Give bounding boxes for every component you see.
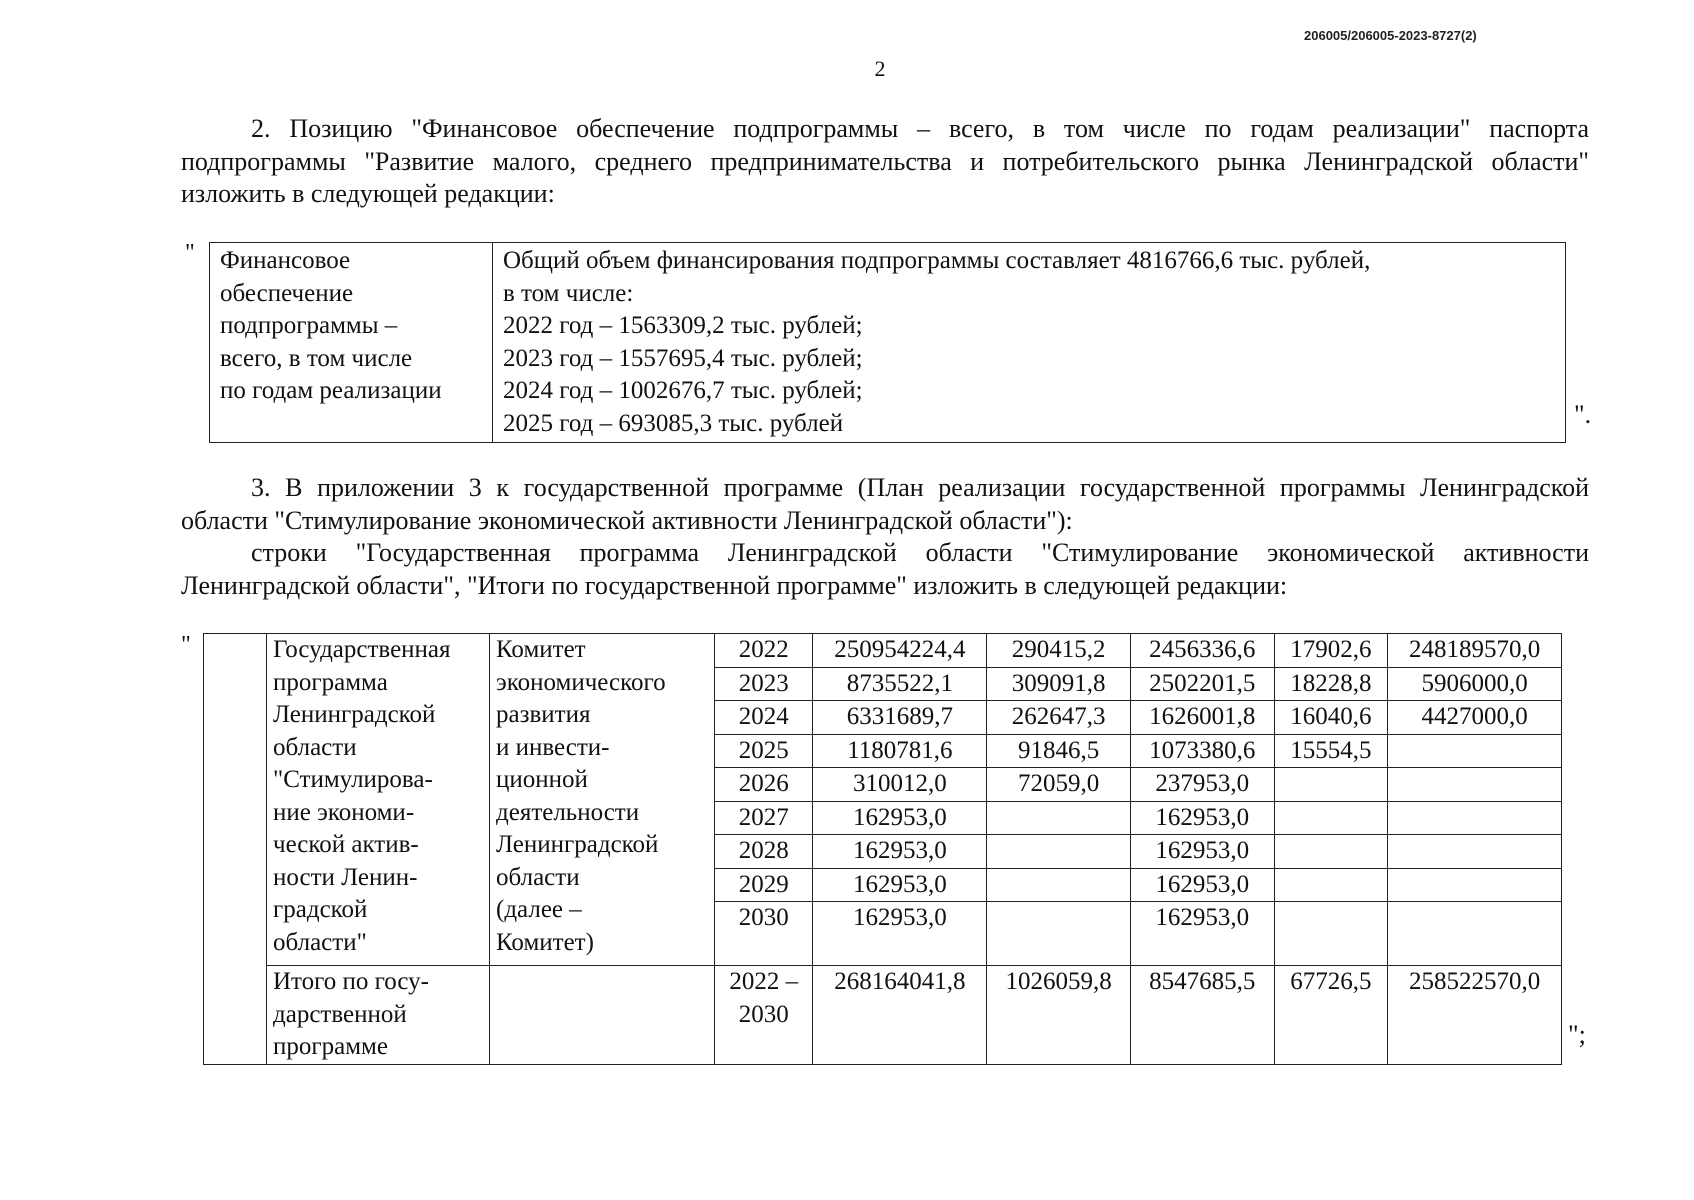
local-cell: 17902,6	[1274, 634, 1388, 668]
other-cell	[1388, 868, 1562, 902]
other-cell: 248189570,0	[1388, 634, 1562, 668]
total-cell: 1180781,6	[813, 734, 987, 768]
blank-cell	[204, 634, 267, 1065]
year-cell: 2026	[715, 768, 813, 802]
regional-cell: 237953,0	[1130, 768, 1274, 802]
totals-local-cell: 67726,5	[1274, 966, 1388, 1065]
year-cell: 2024	[715, 701, 813, 735]
year-cell: 2030	[715, 902, 813, 966]
year-cell: 2029	[715, 868, 813, 902]
regional-cell: 2456336,6	[1130, 634, 1274, 668]
federal-cell: 91846,5	[987, 734, 1131, 768]
federal-cell: 290415,2	[987, 634, 1131, 668]
year-cell: 2027	[715, 801, 813, 835]
total-cell: 250954224,4	[813, 634, 987, 668]
total-cell: 162953,0	[813, 902, 987, 966]
other-cell: 4427000,0	[1388, 701, 1562, 735]
regional-cell: 162953,0	[1130, 801, 1274, 835]
federal-cell	[987, 835, 1131, 869]
other-cell	[1388, 801, 1562, 835]
federal-cell: 72059,0	[987, 768, 1131, 802]
other-cell	[1388, 902, 1562, 966]
totals-label-cell: Итого по госу- дарственной программе	[267, 966, 490, 1065]
total-cell: 162953,0	[813, 801, 987, 835]
regional-cell: 162953,0	[1130, 868, 1274, 902]
totals-row	[204, 966, 1562, 1065]
table1-close-quote: ".	[1574, 400, 1592, 429]
total-cell: 8735522,1	[813, 667, 987, 701]
federal-cell	[987, 902, 1131, 966]
paragraph-3-text: 3. В приложении 3 к государственной программе (План реализации государственной программы Ленинградской области "Стимулирование экономической активности Ленинградской области"):	[181, 473, 1589, 535]
local-cell: 15554,5	[1274, 734, 1388, 768]
table2-close-quote: ";	[1568, 1020, 1586, 1049]
local-cell	[1274, 868, 1388, 902]
program-plan-table-body	[204, 634, 1562, 1065]
totals-regional-cell: 8547685,5	[1130, 966, 1274, 1065]
document-id: 206005/206005-2023-8727(2)	[1304, 28, 1477, 43]
federal-cell	[987, 801, 1131, 835]
federal-cell: 262647,3	[987, 701, 1131, 735]
total-cell: 310012,0	[813, 768, 987, 802]
local-cell	[1274, 768, 1388, 802]
other-cell	[1388, 734, 1562, 768]
regional-cell: 1626001,8	[1130, 701, 1274, 735]
financing-label: Финансовое обеспечение подпрограммы – всего, в том числе по годам реализации	[210, 243, 493, 443]
page-number: 2	[874, 56, 886, 81]
financing-table	[209, 242, 1566, 443]
year-cell: 2025	[715, 734, 813, 768]
paragraph-2-text: 2. Позицию "Финансовое обеспечение подпрограммы – всего, в том числе по годам реализации" паспорта подпрограммы "Развитие малого, среднего предпринимательства и потребительского рынка Ленинградской области" изложить в следующей редакции:	[181, 114, 1589, 208]
regional-cell: 1073380,6	[1130, 734, 1274, 768]
federal-cell	[987, 868, 1131, 902]
totals-org-empty-cell	[490, 966, 715, 1065]
program-plan-table	[203, 633, 1562, 1065]
other-cell	[1388, 835, 1562, 869]
regional-cell: 2502201,5	[1130, 667, 1274, 701]
paragraph-3b-text: строки "Государственная программа Ленинградской области "Стимулирование экономической активности Ленинградской области", "Итоги по государственной программе" изложить в следующей редакции:	[181, 538, 1589, 600]
regional-cell: 162953,0	[1130, 835, 1274, 869]
program-name-cell: Государственная программа Ленинградской области "Стимулирова- ние экономи- ческой актив- ности Ленин- градской области"	[267, 634, 490, 966]
total-cell: 6331689,7	[813, 701, 987, 735]
paragraph-3b	[181, 537, 1589, 602]
local-cell	[1274, 902, 1388, 966]
table1-open-quote: "	[185, 240, 195, 266]
totals-total-cell: 268164041,8	[813, 966, 987, 1065]
table2-open-quote: "	[181, 632, 191, 658]
total-cell: 162953,0	[813, 868, 987, 902]
local-cell	[1274, 835, 1388, 869]
other-cell	[1388, 768, 1562, 802]
table-row	[204, 634, 1562, 668]
totals-period-cell: 2022 – 2030	[715, 966, 813, 1065]
local-cell: 18228,8	[1274, 667, 1388, 701]
totals-federal-cell: 1026059,8	[987, 966, 1131, 1065]
local-cell	[1274, 801, 1388, 835]
local-cell: 16040,6	[1274, 701, 1388, 735]
financing-content: Общий объем финансирования подпрограммы составляет 4816766,6 тыс. рублей, в том числе: 2022 год – 1563309,2 тыс. рублей; 2023 год – 1557695,4 тыс. рублей; 2024 год – 1002676,7 тыс. рублей; 2025 год – 693085,3 тыс. рублей	[493, 243, 1566, 443]
paragraph-2	[181, 113, 1589, 211]
year-cell: 2022	[715, 634, 813, 668]
regional-cell: 162953,0	[1130, 902, 1274, 966]
year-cell: 2028	[715, 835, 813, 869]
organization-cell: Комитет экономического развития и инвести- ционной деятельности Ленинградской области (далее – Комитет)	[490, 634, 715, 966]
federal-cell: 309091,8	[987, 667, 1131, 701]
other-cell: 5906000,0	[1388, 667, 1562, 701]
paragraph-3	[181, 472, 1589, 537]
totals-other-cell: 258522570,0	[1388, 966, 1562, 1065]
total-cell: 162953,0	[813, 835, 987, 869]
year-cell: 2023	[715, 667, 813, 701]
